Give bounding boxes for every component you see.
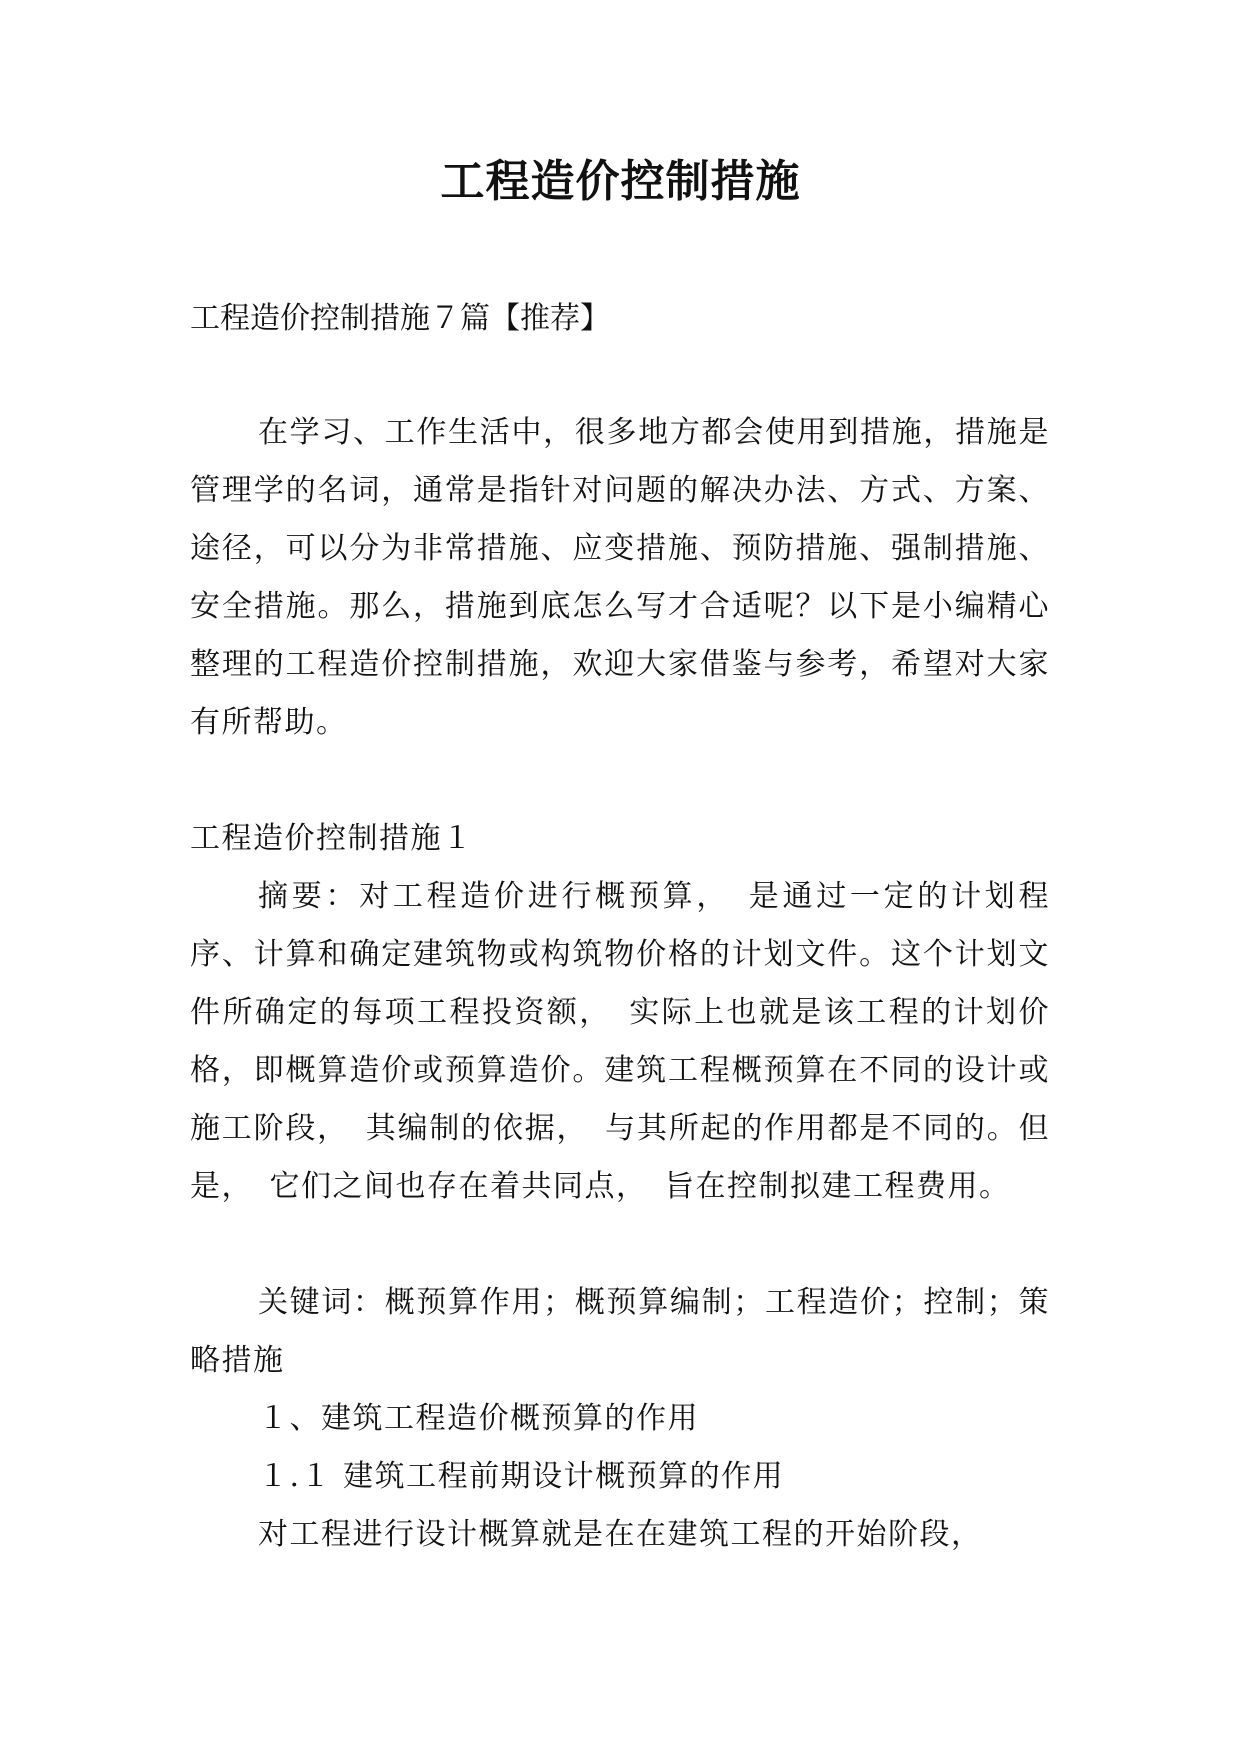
body-paragraph: 对工程进行设计概算就是在在建筑工程的开始阶段， — [258, 1517, 983, 1552]
intro-paragraph: 在学习、工作生活中，很多地方都会使用到措施，措施是管理学的名词，通常是指针对问题的解决办法、方式、方案、途径，可以分为非常措施、应变措施、预防措施、强制措施、安全措施。那么，措施到底怎么写才合适呢？以下是小编精心整理的工程造价控制措施，欢迎大家借鉴与参考，希望对大家有所帮助。 — [190, 415, 1050, 740]
section-1-heading: 工程造价控制措施１ — [190, 821, 474, 856]
document-subtitle: 工程造价控制措施７篇【推荐】 — [190, 301, 610, 336]
document-title: 工程造价控制措施 — [440, 156, 801, 207]
keywords-paragraph: 关键词：概预算作用；概预算编制；工程造价；控制；策略措施 — [190, 1285, 1050, 1378]
subsection-heading-1-1: １.１ 建筑工程前期设计概预算的作用 — [258, 1459, 785, 1494]
abstract-paragraph: 摘要：对工程造价进行概预算， 是通过一定的计划程序、计算和确定建筑物或构筑物价格的计划文件。这个计划文件所确定的每项工程投资额， 实际上也就是该工程的计划价格，即概算造价或预算造价。建筑工程概预算在不同的设计或施工阶段， 其编制的依据， 与其所起的作用都是不同的。但是， 它们之间也存在着共同点， 旨在控制拟建工程费用。 — [190, 879, 1050, 1204]
subsection-heading-1: １、建筑工程造价概预算的作用 — [258, 1401, 699, 1436]
